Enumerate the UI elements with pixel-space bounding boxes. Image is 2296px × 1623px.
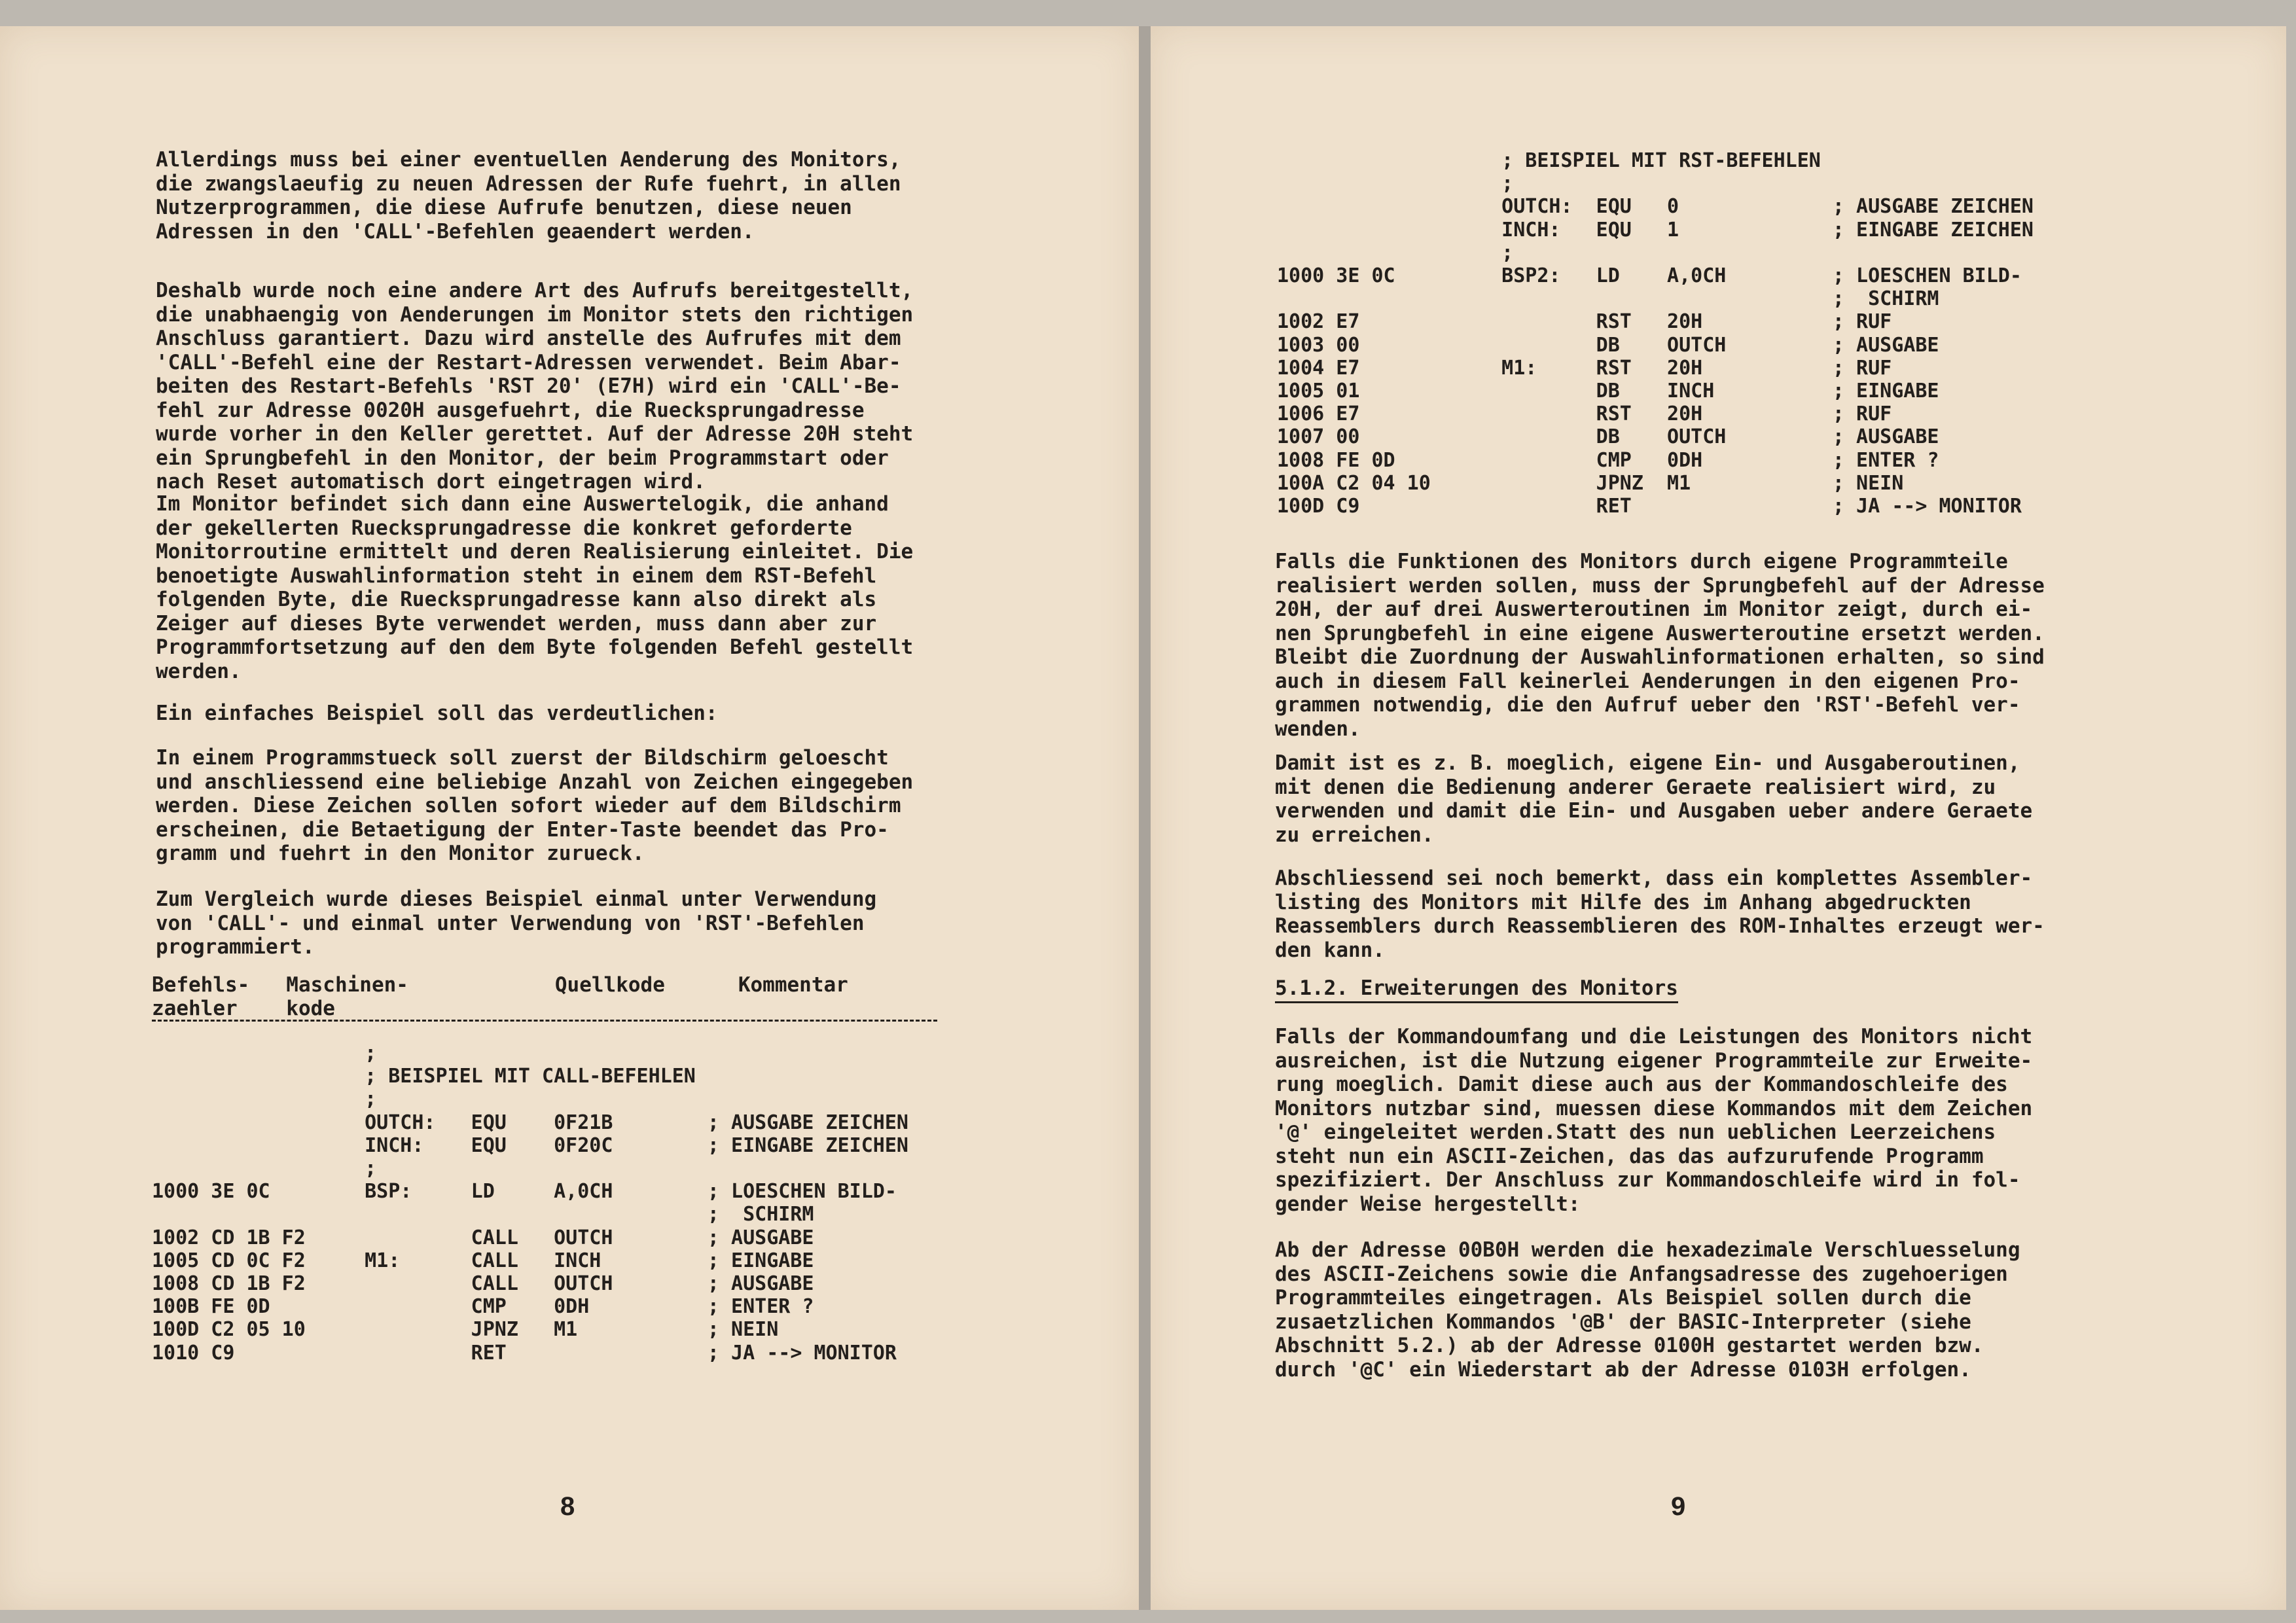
page-number: 9 — [1671, 1492, 1686, 1521]
code-listing: ; ; BEISPIEL MIT CALL-BEFEHLEN ; OUTCH: EQU 0F21B ; AUSGABE ZEICHEN INCH: EQU 0F20C ; EINGABE ZEICHEN ; 1000 3E 0C BSP: LD A,0CH ; LOESCHEN BILD- ; SCHIRM 1002 CD 1B F2 CALL OUTCH ; AUSGABE 1005 CD 0C F2 M1: CALL INCH ; EINGABE 1008 CD 1B F2 CALL OUTCH ; AUSGABE 100B FE 0D CMP 0DH ; ENTER ? 100D C2 05 10 JPNZ M1 ; NEIN 1010 C9 RET ; JA --> MONITOR — [152, 1042, 908, 1364]
section-heading: 5.1.2. Erweiterungen des Monitors — [1275, 976, 1678, 1003]
page-number: 8 — [560, 1492, 575, 1521]
book-gutter — [1139, 26, 1151, 1610]
table-header: Befehls- Maschinen- Quellkode Kommentar zaehler kode — [152, 973, 848, 1020]
right-page — [1151, 26, 2286, 1610]
paragraph: Falls die Funktionen des Monitors durch eigene Programmteile realisiert werden sollen, muss der Sprungbefehl auf der Adresse 20H, der auf drei Auswerteroutinen im Monitor zeigt, durch ei- nen Sprungbefehl in eine eigene Auswerteroutine ersetzt werden. Bleibt die Zuordnung der Auswahlinformationen erhalten, so sind auch in diesem Fall keinerlei Aenderungen in den eigenen Pro- grammen notwendig, die den Aufruf ueber den 'RST'-Befehl ver- wenden. — [1275, 550, 2045, 741]
paragraph: Damit ist es z. B. moeglich, eigene Ein- und Ausgaberoutinen, mit denen die Bedienung anderer Geraete realisiert wird, zu verwenden und damit die Ein- und Ausgaben ueber andere Geraete zu erreichen. — [1275, 751, 2033, 847]
paragraph: Abschliessend sei noch bemerkt, dass ein komplettes Assembler- listing des Monitors mit Hilfe des im Anhang abgedruckten Reassemblers durch Reassemblieren des ROM-Inhaltes erzeugt wer- den kann. — [1275, 866, 2045, 962]
paragraph: Zum Vergleich wurde dieses Beispiel einmal unter Verwendung von 'CALL'- und einmal unter Verwendung von 'RST'-Befehlen programmiert. — [156, 887, 877, 959]
paragraph: Ein einfaches Beispiel soll das verdeutlichen: — [156, 702, 718, 725]
paragraph: Allerdings muss bei einer eventuellen Aenderung des Monitors, die zwangslaeufig zu neuen Adressen der Rufe fuehrt, in allen Nutzerprogrammen, die diese Aufrufe benutzen, diese neuen Adressen in den 'CALL'-Befehlen geaendert werden. — [156, 148, 901, 243]
paragraph: Ab der Adresse 00B0H werden die hexadezimale Verschluesselung des ASCII-Zeichens sowie die Anfangsadresse des zugehoerigen Programmteiles eingetragen. Als Beispiel sollen durch die zusaetzlichen Kommandos '@B' der BASIC-Interpreter (siehe Abschnitt 5.2.) ab der Adresse 0100H gestartet werden bzw. durch '@C' ein Wiederstart ab der Adresse 0103H erfolgen. — [1275, 1238, 2020, 1382]
paragraph: Im Monitor befindet sich dann eine Auswertelogik, die anhand der gekellerten Ruecksprungadresse die konkret geforderte Monitorroutine ermittelt und deren Realisierung einleitet. Die benoetigte Auswahlinformation steht in einem dem RST-Befehl folgenden Byte, die Ruecksprungadresse kann also direkt als Zeiger auf dieses Byte verwendet werden, muss dann aber zur Programmfortsetzung auf den dem Byte folgenden Befehl gestellt werden. — [156, 492, 914, 683]
code-listing: ; BEISPIEL MIT RST-BEFEHLEN ; OUTCH: EQU 0 ; AUSGABE ZEICHEN INCH: EQU 1 ; EINGABE ZEICHEN ; 1000 3E 0C BSP2: LD A,0CH ; LOESCHEN BILD- ; SCHIRM 1002 E7 RST 20H ; RUF 1003 00 DB OUTCH ; AUSGABE 1004 E7 M1: RST 20H ; RUF 1005 01 DB INCH ; EINGABE 1006 E7 RST 20H ; RUF 1007 00 DB OUTCH ; AUSGABE 1008 FE 0D CMP 0DH ; ENTER ? 100A C2 04 10 JPNZ M1 ; NEIN 100D C9 RET ; JA --> MONITOR — [1277, 149, 2034, 518]
paragraph: Falls der Kommandoumfang und die Leistungen des Monitors nicht ausreichen, ist die Nutzung eigener Programmteile zur Erweite- rung moeglich. Damit diese auch aus der Kommandoschleife des Monitors nutzbar sind, muessen diese Kommandos mit dem Zeichen '@' eingeleitet werden.Statt des nun ueblichen Leerzeichens steht nun ein ASCII-Zeichen, das das aufzurufende Programm spezifiziert. Der Anschluss zur Kommandoschleife wird in fol- gender Weise hergestellt: — [1275, 1025, 2033, 1216]
left-page — [0, 26, 1139, 1610]
paragraph: In einem Programmstueck soll zuerst der Bildschirm geloescht und anschliessend eine beliebige Anzahl von Zeichen eingegeben werden. Diese Zeichen sollen sofort wieder auf dem Bildschirm erscheinen, die Betaetigung der Enter-Taste beendet das Pro- gramm und fuehrt in den Monitor zurueck. — [156, 746, 914, 865]
paragraph: Deshalb wurde noch eine andere Art des Aufrufs bereitgestellt, die unabhaengig von Aenderungen im Monitor stets den richtigen Anschluss garantiert. Dazu wird anstelle des Aufrufes mit dem 'CALL'-Befehl eine der Restart-Adressen verwendet. Beim Abar- beiten des Restart-Befehls 'RST 20' (E7H) wird ein 'CALL'-Be- fehl zur Adresse 0020H ausgefuehrt, die Ruecksprungadresse wurde vorher in den Keller gerettet. Auf der Adresse 20H steht ein Sprungbefehl in den Monitor, der beim Programmstart oder nach Reset automatisch dort eingetragen wird. — [156, 279, 914, 493]
divider — [152, 1020, 937, 1022]
